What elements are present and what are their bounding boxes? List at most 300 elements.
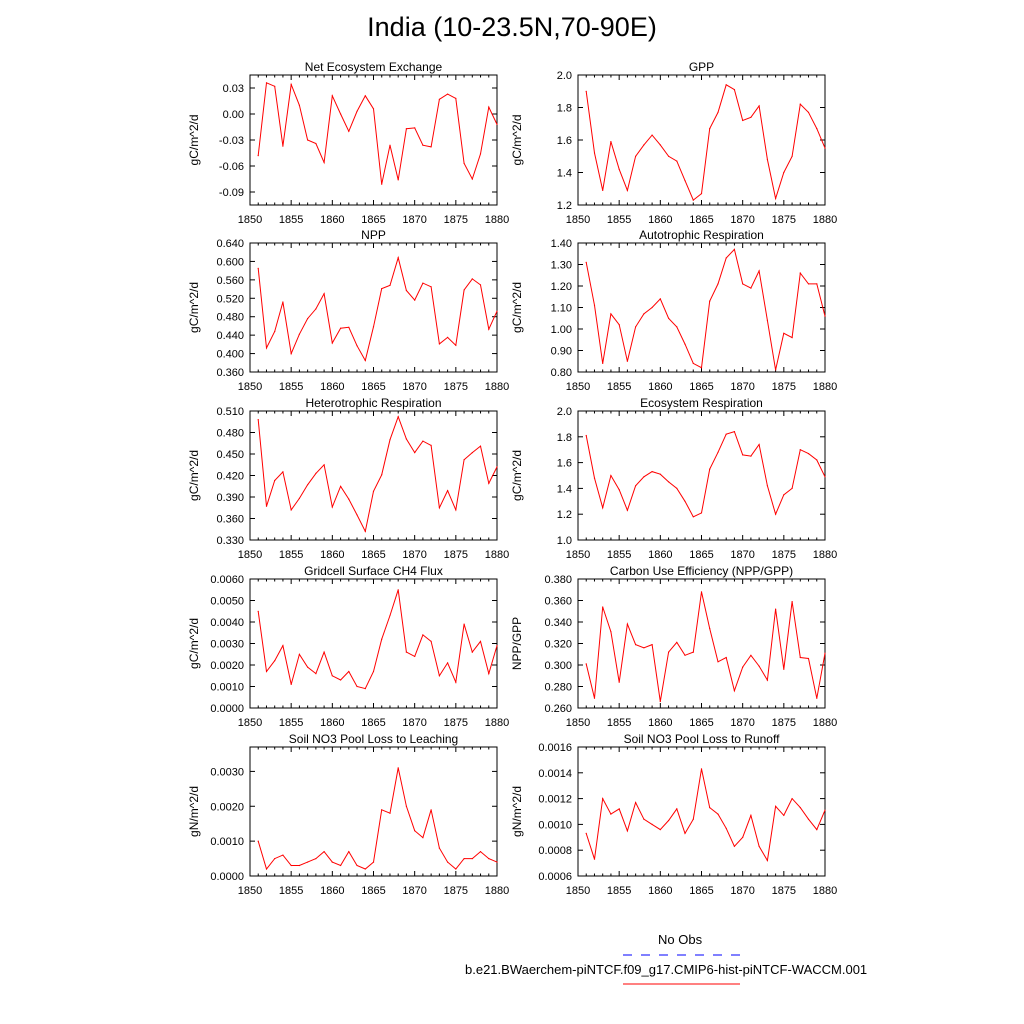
data-point	[398, 416, 399, 417]
x-tick-label: 1860	[648, 885, 673, 897]
data-point	[422, 441, 423, 442]
plot-frame	[250, 579, 497, 708]
panel-8	[510, 564, 837, 729]
data-point	[348, 131, 349, 132]
panel-9	[187, 732, 509, 897]
x-tick-label: 1875	[443, 717, 469, 729]
y-tick-label: 1.4	[556, 483, 572, 496]
data-point	[652, 644, 653, 645]
data-point	[652, 824, 653, 825]
y-axis-label: NPP/GPP	[510, 616, 524, 671]
data-point	[431, 445, 432, 446]
data-point	[389, 615, 390, 616]
x-tick-label: 1875	[443, 214, 469, 226]
data-point	[447, 662, 448, 663]
y-tick-label: 0.260	[544, 703, 572, 715]
data-point	[455, 868, 456, 869]
x-tick-label: 1875	[771, 885, 797, 897]
data-point	[742, 454, 743, 455]
figure-title: India (10-23.5N,70-90E)	[367, 12, 657, 42]
data-point	[348, 671, 349, 672]
data-point	[406, 438, 407, 439]
x-tick-label: 1870	[402, 717, 427, 729]
data-point	[717, 661, 718, 662]
data-point	[775, 806, 776, 807]
y-tick-label: 1.6	[556, 457, 572, 470]
data-point	[332, 506, 333, 507]
x-tick-label: 1855	[606, 717, 632, 729]
data-point	[643, 647, 644, 648]
x-tick-label: 1860	[320, 381, 345, 393]
data-point	[594, 698, 595, 699]
data-point	[701, 512, 702, 513]
data-point	[389, 813, 390, 814]
data-point	[808, 283, 809, 284]
data-point	[693, 363, 694, 364]
data-point	[373, 491, 374, 492]
data-point	[660, 144, 661, 145]
data-point	[693, 819, 694, 820]
x-tick-label: 1870	[730, 885, 755, 897]
x-tick-label: 1870	[730, 381, 755, 393]
data-point	[356, 686, 357, 687]
y-tick-label: 0.360	[544, 595, 572, 608]
data-point	[808, 819, 809, 820]
data-point	[258, 268, 259, 269]
data-point	[635, 802, 636, 803]
data-point	[464, 459, 465, 460]
data-point	[750, 456, 751, 457]
data-point	[431, 641, 432, 642]
x-tick-label: 1855	[606, 214, 632, 226]
data-point	[447, 490, 448, 491]
data-point	[488, 329, 489, 330]
data-point	[315, 858, 316, 859]
y-tick-label: 2.0	[556, 406, 572, 418]
data-point	[356, 345, 357, 346]
data-point	[431, 286, 432, 287]
data-point	[398, 179, 399, 180]
data-point	[472, 178, 473, 179]
x-tick-label: 1850	[237, 717, 263, 729]
x-tick-label: 1865	[361, 381, 386, 393]
y-tick-label: -0.03	[218, 135, 244, 147]
panel-5	[187, 396, 509, 561]
data-point	[684, 501, 685, 502]
data-point	[398, 257, 399, 258]
data-point	[726, 657, 727, 658]
y-tick-label: 0.520	[216, 293, 244, 306]
x-tick-label: 1880	[812, 381, 838, 393]
data-point	[792, 601, 793, 602]
data-point	[406, 806, 407, 807]
panel-2	[510, 60, 837, 226]
y-tick-label: 0.380	[544, 574, 572, 586]
y-axis-label: gC/m^2/d	[187, 450, 201, 501]
y-axis-label: gC/m^2/d	[187, 282, 201, 333]
panel-title: Ecosystem Respiration	[640, 396, 763, 410]
x-tick-label: 1870	[402, 381, 427, 393]
x-tick-label: 1860	[648, 381, 673, 393]
data-point	[717, 112, 718, 113]
y-tick-label: 0.0040	[210, 617, 244, 629]
data-point	[307, 318, 308, 319]
data-point	[734, 431, 735, 432]
y-axis-label: gC/m^2/d	[187, 114, 201, 166]
data-point	[701, 591, 702, 592]
data-point	[610, 141, 611, 142]
data-point	[792, 156, 793, 157]
data-point	[291, 684, 292, 685]
x-tick-label: 1870	[402, 885, 427, 897]
x-tick-label: 1875	[771, 549, 797, 561]
y-axis-label: gC/m^2/d	[510, 282, 524, 333]
y-tick-label: 0.450	[216, 449, 244, 461]
y-tick-label: 0.0006	[538, 871, 572, 883]
data-point	[414, 127, 415, 128]
x-tick-label: 1855	[278, 717, 304, 729]
legend-obs-label: No Obs	[658, 932, 703, 947]
x-tick-label: 1850	[565, 214, 591, 226]
data-point	[365, 95, 366, 96]
data-point	[472, 652, 473, 653]
data-point	[759, 444, 760, 445]
data-point	[431, 146, 432, 147]
panel-title: GPP	[688, 60, 715, 74]
y-axis-label: gN/m^2/d	[187, 786, 201, 837]
data-point	[635, 644, 636, 645]
x-tick-label: 1875	[443, 381, 469, 393]
data-point	[816, 829, 817, 830]
x-tick-label: 1880	[484, 381, 510, 393]
data-point	[365, 360, 366, 361]
data-point	[274, 331, 275, 332]
data-point	[816, 698, 817, 699]
data-point	[783, 815, 784, 816]
y-tick-label: 0.0060	[210, 574, 244, 586]
data-point	[348, 499, 349, 500]
y-tick-label: 0.0030	[210, 766, 244, 779]
y-tick-label: 0.360	[216, 513, 244, 526]
data-point	[439, 343, 440, 344]
data-point	[480, 641, 481, 642]
y-tick-label: 0.0010	[210, 836, 244, 849]
panel-4	[510, 228, 837, 393]
data-point	[709, 628, 710, 629]
data-point	[324, 851, 325, 852]
data-point	[381, 474, 382, 475]
x-tick-label: 1865	[689, 885, 714, 897]
x-tick-label: 1860	[320, 549, 345, 561]
plot-frame	[578, 75, 825, 205]
data-point	[282, 645, 283, 646]
data-point	[455, 345, 456, 346]
data-point	[602, 190, 603, 191]
data-point	[759, 666, 760, 667]
data-point	[824, 653, 825, 654]
plot-frame	[578, 243, 825, 372]
data-point	[258, 155, 259, 156]
series-line	[258, 768, 497, 869]
data-point	[668, 481, 669, 482]
data-point	[660, 298, 661, 299]
data-point	[439, 848, 440, 849]
data-point	[701, 367, 702, 368]
data-point	[274, 858, 275, 859]
x-tick-label: 1865	[689, 214, 714, 226]
data-point	[464, 858, 465, 859]
plot-frame	[250, 747, 497, 876]
data-point	[266, 347, 267, 348]
data-point	[365, 868, 366, 869]
data-point	[422, 837, 423, 838]
x-tick-label: 1870	[402, 549, 427, 561]
y-tick-label: 0.440	[216, 330, 244, 343]
series-line	[258, 590, 497, 689]
data-point	[693, 652, 694, 653]
y-tick-label: -0.09	[218, 187, 244, 199]
y-tick-label: 2.0	[556, 70, 572, 82]
x-tick-label: 1865	[689, 381, 714, 393]
data-point	[792, 488, 793, 489]
data-point	[307, 484, 308, 485]
data-point	[282, 146, 283, 147]
data-point	[373, 326, 374, 327]
y-tick-label: 0.510	[216, 406, 244, 418]
x-tick-label: 1875	[443, 549, 469, 561]
data-point	[439, 99, 440, 100]
x-tick-label: 1880	[484, 214, 510, 226]
data-point	[422, 145, 423, 146]
plot-frame	[250, 411, 497, 540]
data-point	[464, 624, 465, 625]
plot-frame	[250, 75, 497, 205]
data-point	[643, 313, 644, 314]
data-point	[660, 474, 661, 475]
data-point	[824, 148, 825, 149]
data-point	[783, 333, 784, 334]
series-line	[586, 432, 825, 517]
data-point	[299, 334, 300, 335]
data-point	[594, 478, 595, 479]
y-tick-label: 0.390	[216, 492, 244, 504]
data-point	[414, 830, 415, 831]
data-point	[332, 675, 333, 676]
x-tick-label: 1865	[361, 717, 386, 729]
data-point	[480, 284, 481, 285]
y-tick-label: 1.20	[550, 281, 572, 293]
y-tick-label: 0.0020	[210, 801, 244, 814]
y-tick-label: 0.340	[544, 617, 572, 629]
panel-title: Net Ecosystem Exchange	[304, 60, 443, 74]
data-point	[381, 809, 382, 810]
x-tick-label: 1855	[278, 214, 304, 226]
data-point	[676, 642, 677, 643]
y-tick-label: 0.80	[550, 367, 572, 379]
panel-1	[187, 60, 509, 226]
panel-title: NPP	[361, 228, 386, 242]
data-point	[726, 828, 727, 829]
x-tick-label: 1875	[443, 885, 469, 897]
plot-frame	[578, 579, 825, 708]
data-point	[291, 509, 292, 510]
data-point	[455, 509, 456, 510]
data-point	[602, 606, 603, 607]
x-tick-label: 1875	[771, 214, 797, 226]
x-tick-label: 1850	[237, 381, 263, 393]
x-tick-label: 1870	[730, 214, 755, 226]
data-point	[808, 658, 809, 659]
y-tick-label: 0.0010	[210, 681, 244, 694]
y-tick-label: 0.0016	[538, 742, 572, 754]
data-point	[496, 862, 497, 863]
x-tick-label: 1850	[565, 885, 591, 897]
data-point	[709, 128, 710, 129]
data-point	[439, 507, 440, 508]
x-tick-label: 1860	[320, 885, 345, 897]
data-point	[274, 480, 275, 481]
data-point	[472, 278, 473, 279]
data-point	[726, 257, 727, 258]
data-point	[594, 859, 595, 860]
panel-3	[187, 228, 509, 393]
y-tick-label: 1.30	[550, 259, 572, 272]
x-tick-label: 1855	[278, 549, 304, 561]
x-tick-label: 1880	[812, 214, 838, 226]
data-point	[356, 111, 357, 112]
data-point	[307, 667, 308, 668]
panel-title: Heterotrophic Respiration	[305, 396, 442, 410]
y-tick-label: 0.0000	[210, 871, 244, 883]
data-point	[701, 193, 702, 194]
x-tick-label: 1860	[320, 214, 345, 226]
data-point	[480, 153, 481, 154]
data-point	[800, 273, 801, 274]
data-point	[652, 471, 653, 472]
x-tick-label: 1850	[237, 885, 263, 897]
data-point	[684, 655, 685, 656]
data-point	[348, 327, 349, 328]
data-point	[643, 819, 644, 820]
y-tick-label: 1.8	[556, 102, 572, 115]
data-point	[414, 452, 415, 453]
x-tick-label: 1860	[648, 717, 673, 729]
y-tick-label: 0.360	[216, 367, 244, 379]
data-point	[726, 434, 727, 435]
data-point	[414, 656, 415, 657]
data-point	[431, 809, 432, 810]
data-point	[783, 172, 784, 173]
y-tick-label: 0.0008	[538, 845, 572, 858]
data-point	[488, 858, 489, 859]
x-tick-label: 1865	[361, 549, 386, 561]
data-point	[373, 862, 374, 863]
data-point	[299, 498, 300, 499]
data-point	[365, 688, 366, 689]
panel-10	[510, 732, 837, 897]
legend-run-label: b.e21.BWaerchem-piNTCF.f09_g17.CMIP6-hist-piNTCF-WACCM.001	[465, 962, 868, 977]
y-tick-label: 0.480	[216, 311, 244, 324]
data-point	[439, 675, 440, 676]
data-point	[307, 862, 308, 863]
x-tick-label: 1855	[606, 885, 632, 897]
x-tick-label: 1880	[484, 549, 510, 561]
data-point	[282, 471, 283, 472]
data-point	[824, 810, 825, 811]
data-point	[627, 510, 628, 511]
y-tick-label: 1.2	[556, 200, 572, 212]
data-point	[792, 337, 793, 338]
y-tick-label: 0.560	[216, 274, 244, 287]
data-point	[488, 483, 489, 484]
data-point	[750, 815, 751, 816]
data-point	[586, 663, 587, 664]
y-tick-label: 0.640	[216, 238, 244, 250]
data-point	[266, 506, 267, 507]
data-point	[488, 107, 489, 108]
data-point	[734, 690, 735, 691]
data-point	[627, 190, 628, 191]
x-tick-label: 1850	[565, 549, 591, 561]
data-point	[668, 652, 669, 653]
plot-frame	[578, 411, 825, 540]
data-point	[808, 112, 809, 113]
series-line	[586, 249, 825, 370]
y-tick-label: 0.300	[544, 660, 572, 672]
data-point	[742, 667, 743, 668]
series-line	[258, 258, 497, 361]
x-tick-label: 1855	[606, 381, 632, 393]
data-point	[398, 767, 399, 768]
data-point	[307, 139, 308, 140]
data-point	[734, 89, 735, 90]
data-point	[660, 701, 661, 702]
data-point	[602, 363, 603, 364]
data-point	[324, 162, 325, 163]
data-point	[742, 837, 743, 838]
data-point	[750, 288, 751, 289]
x-tick-label: 1875	[771, 381, 797, 393]
data-point	[406, 128, 407, 129]
y-tick-label: 0.320	[544, 638, 572, 651]
data-point	[291, 353, 292, 354]
data-point	[627, 624, 628, 625]
panel-title: Soil NO3 Pool Loss to Leaching	[288, 732, 459, 746]
data-point	[602, 507, 603, 508]
data-point	[340, 486, 341, 487]
x-tick-label: 1880	[812, 885, 838, 897]
data-point	[824, 476, 825, 477]
data-point	[447, 94, 448, 95]
data-point	[767, 680, 768, 681]
data-point	[472, 452, 473, 453]
data-point	[266, 82, 267, 83]
data-point	[472, 858, 473, 859]
data-point	[676, 808, 677, 809]
panel-title: Autotrophic Respiration	[639, 228, 764, 242]
panel-title: Carbon Use Efficiency (NPP/GPP)	[609, 564, 794, 578]
data-point	[365, 531, 366, 532]
data-point	[258, 611, 259, 612]
data-point	[299, 865, 300, 866]
data-point	[668, 156, 669, 157]
x-tick-label: 1870	[730, 717, 755, 729]
y-axis-label: gC/m^2/d	[510, 114, 524, 166]
data-point	[406, 652, 407, 653]
data-point	[775, 369, 776, 370]
data-point	[709, 469, 710, 470]
data-point	[792, 798, 793, 799]
